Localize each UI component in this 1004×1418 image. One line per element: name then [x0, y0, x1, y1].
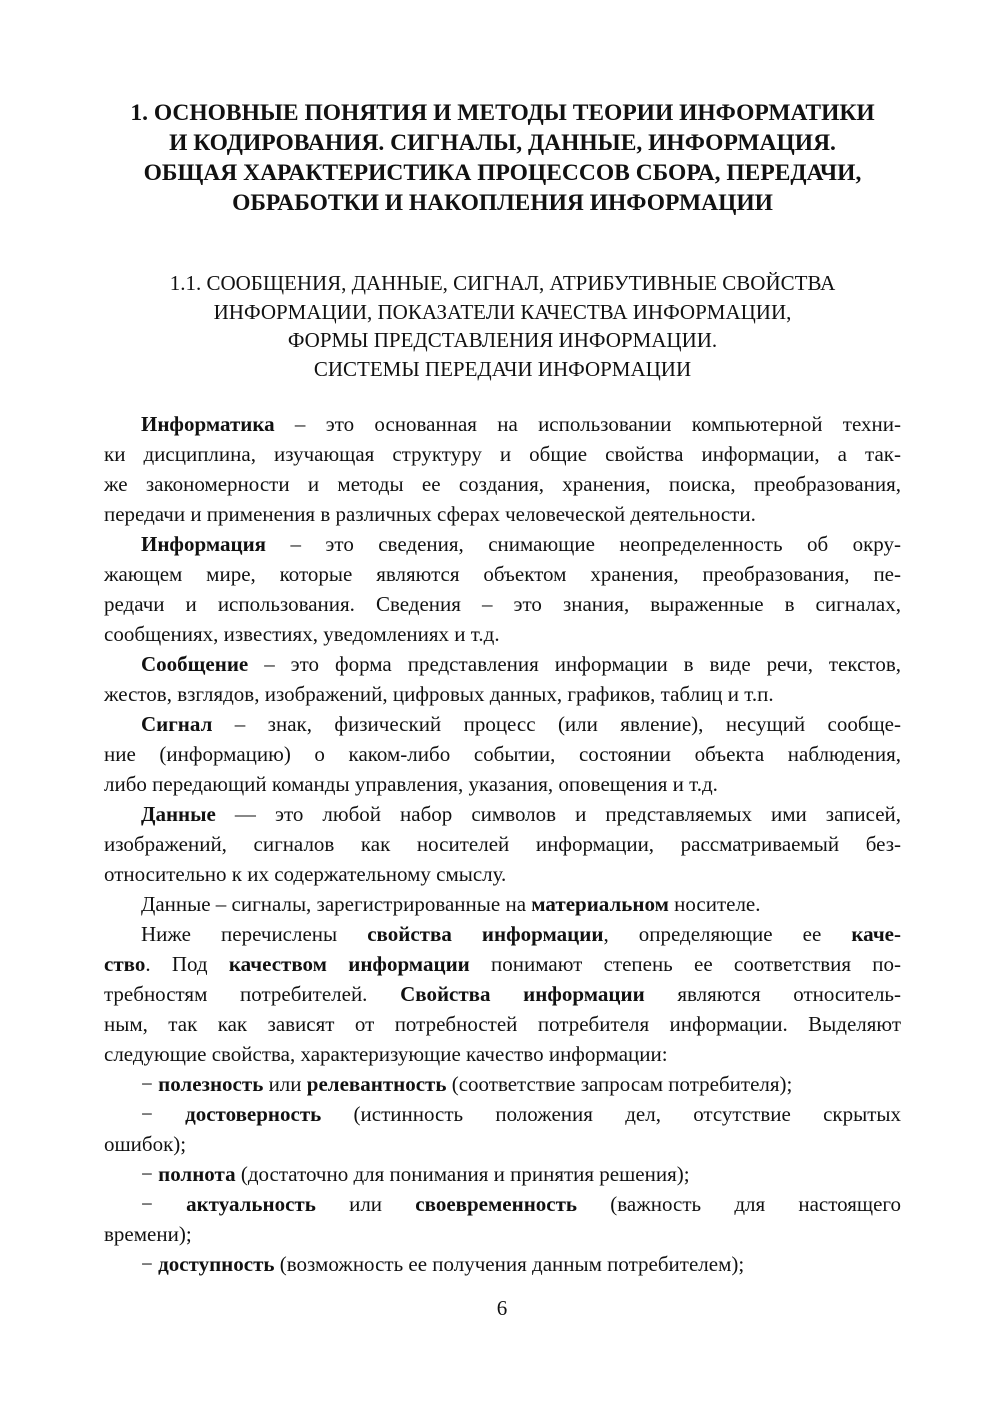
text-line: относительно к их содержательному смыслу. — [104, 862, 507, 886]
text-line: Сигнал – знак, физический процесс (или явление), несущий сообще- — [141, 712, 901, 736]
term-message: Сообщение — [141, 652, 249, 676]
chapter-title-line: ОБРАБОТКИ И НАКОПЛЕНИЯ ИНФОРМАЦИИ — [232, 190, 773, 216]
text-line: следующие свойства, характеризующие качество информации: — [104, 1042, 668, 1066]
list-item — [104, 1099, 901, 1159]
paragraph-informatics — [104, 409, 901, 529]
paragraph-information — [104, 529, 901, 649]
term-information: Информация — [141, 532, 267, 556]
text-line: жающем мире, которые являются объектом хранения, преобразования, пе- — [104, 562, 901, 586]
section-title-line: ФОРМЫ ПРЕДСТАВЛЕНИЯ ИНФОРМАЦИИ. — [287, 328, 718, 352]
text-line: сообщениях, известиях, уведомлениях и т.д. — [104, 622, 500, 646]
paragraph-properties — [104, 919, 901, 1069]
text-line: ние (информацию) о каком-либо событии, состоянии объекта наблюдения, — [104, 742, 901, 766]
text-line: передачи и применения в различных сферах человеческой деятельности. — [104, 502, 756, 526]
text-line: ство. Под качеством информации понимают степень ее соответствия по- — [104, 952, 901, 976]
text-line: Информатика – это основанная на использовании компьютерной техни- — [141, 412, 901, 436]
section-title — [104, 269, 901, 383]
text-line: Данные – сигналы, зарегистрированные на материальном носителе. — [141, 892, 761, 916]
text-line: требностям потребителей. Свойства информации являются относитель- — [104, 982, 902, 1006]
text-line: редачи и использования. Сведения – это знания, выраженные в сигналах, — [104, 592, 901, 616]
text-line: ным, так как зависят от потребностей потребителя информации. Выделяют — [104, 1012, 901, 1036]
chapter-title-line: 1. ОСНОВНЫЕ ПОНЯТИЯ И МЕТОДЫ ТЕОРИИ ИНФОРМАТИКИ — [130, 100, 875, 126]
text-line: Ниже перечислены свойства информации, определяющие ее каче- — [141, 922, 901, 946]
text-line: − полезность или релевантность (соответствие запросам потребителя); — [141, 1072, 793, 1096]
list-item — [104, 1159, 901, 1189]
text-line: ошибок); — [104, 1132, 187, 1156]
paragraph-message — [104, 649, 901, 709]
text-line: − полнота (достаточно для понимания и принятия решения); — [141, 1162, 690, 1186]
page-number: 6 — [496, 1296, 508, 1320]
text-line: же закономерности и методы ее создания, хранения, поиска, преобразования, — [104, 472, 901, 496]
term-data: Данные — [141, 802, 216, 826]
term-signal: Сигнал — [141, 712, 213, 736]
text-line: − актуальность или своевременность (важность для настоящего — [141, 1192, 901, 1216]
list-item — [104, 1249, 901, 1279]
text-line: жестов, взглядов, изображений, цифровых данных, графиков, таблиц и т.п. — [104, 682, 774, 706]
text-line: Данные — это любой набор символов и представляемых ими записей, — [141, 802, 901, 826]
chapter-title-line: И КОДИРОВАНИЯ. СИГНАЛЫ, ДАННЫЕ, ИНФОРМАЦИЯ. — [169, 130, 836, 156]
term-informatics: Информатика — [141, 412, 275, 436]
text-line: ки дисциплина, изучающая структуру и общие свойства информации, а так- — [104, 442, 901, 466]
text-line: времени); — [104, 1222, 192, 1246]
text-line: Информация – это сведения, снимающие неопределенность об окру- — [141, 532, 901, 556]
paragraph-data — [104, 799, 901, 889]
text-line: изображений, сигналов как носителей информации, рассматриваемый без- — [104, 832, 901, 856]
text-line: либо передающий команды управления, указания, оповещения и т.д. — [104, 772, 718, 796]
list-item — [104, 1189, 901, 1249]
section-title-line: ИНФОРМАЦИИ, ПОКАЗАТЕЛИ КАЧЕСТВА ИНФОРМАЦИИ, — [213, 299, 792, 324]
chapter-title-line: ОБЩАЯ ХАРАКТЕРИСТИКА ПРОЦЕССОВ СБОРА, ПЕРЕДАЧИ, — [143, 160, 862, 186]
text-line: − доступность (возможность ее получения данным потребителем); — [141, 1252, 745, 1276]
section-title-line: СИСТЕМЫ ПЕРЕДАЧИ ИНФОРМАЦИИ — [313, 356, 692, 381]
paragraph-signal — [104, 709, 901, 799]
section-title-line: 1.1. СООБЩЕНИЯ, ДАННЫЕ, СИГНАЛ, АТРИБУТИВНЫЕ СВОЙСТВА — [169, 271, 836, 295]
list-item — [104, 1069, 901, 1099]
text-line: − достоверность (истинность положения дел, отсутствие скрытых — [141, 1102, 901, 1126]
chapter-title — [104, 98, 901, 218]
term-material: материальном — [531, 892, 669, 916]
text-line: Сообщение – это форма представления информации в виде речи, текстов, — [141, 652, 901, 676]
paragraph-data-material — [104, 889, 901, 919]
page-content — [104, 98, 901, 1279]
body-text — [104, 409, 901, 1279]
